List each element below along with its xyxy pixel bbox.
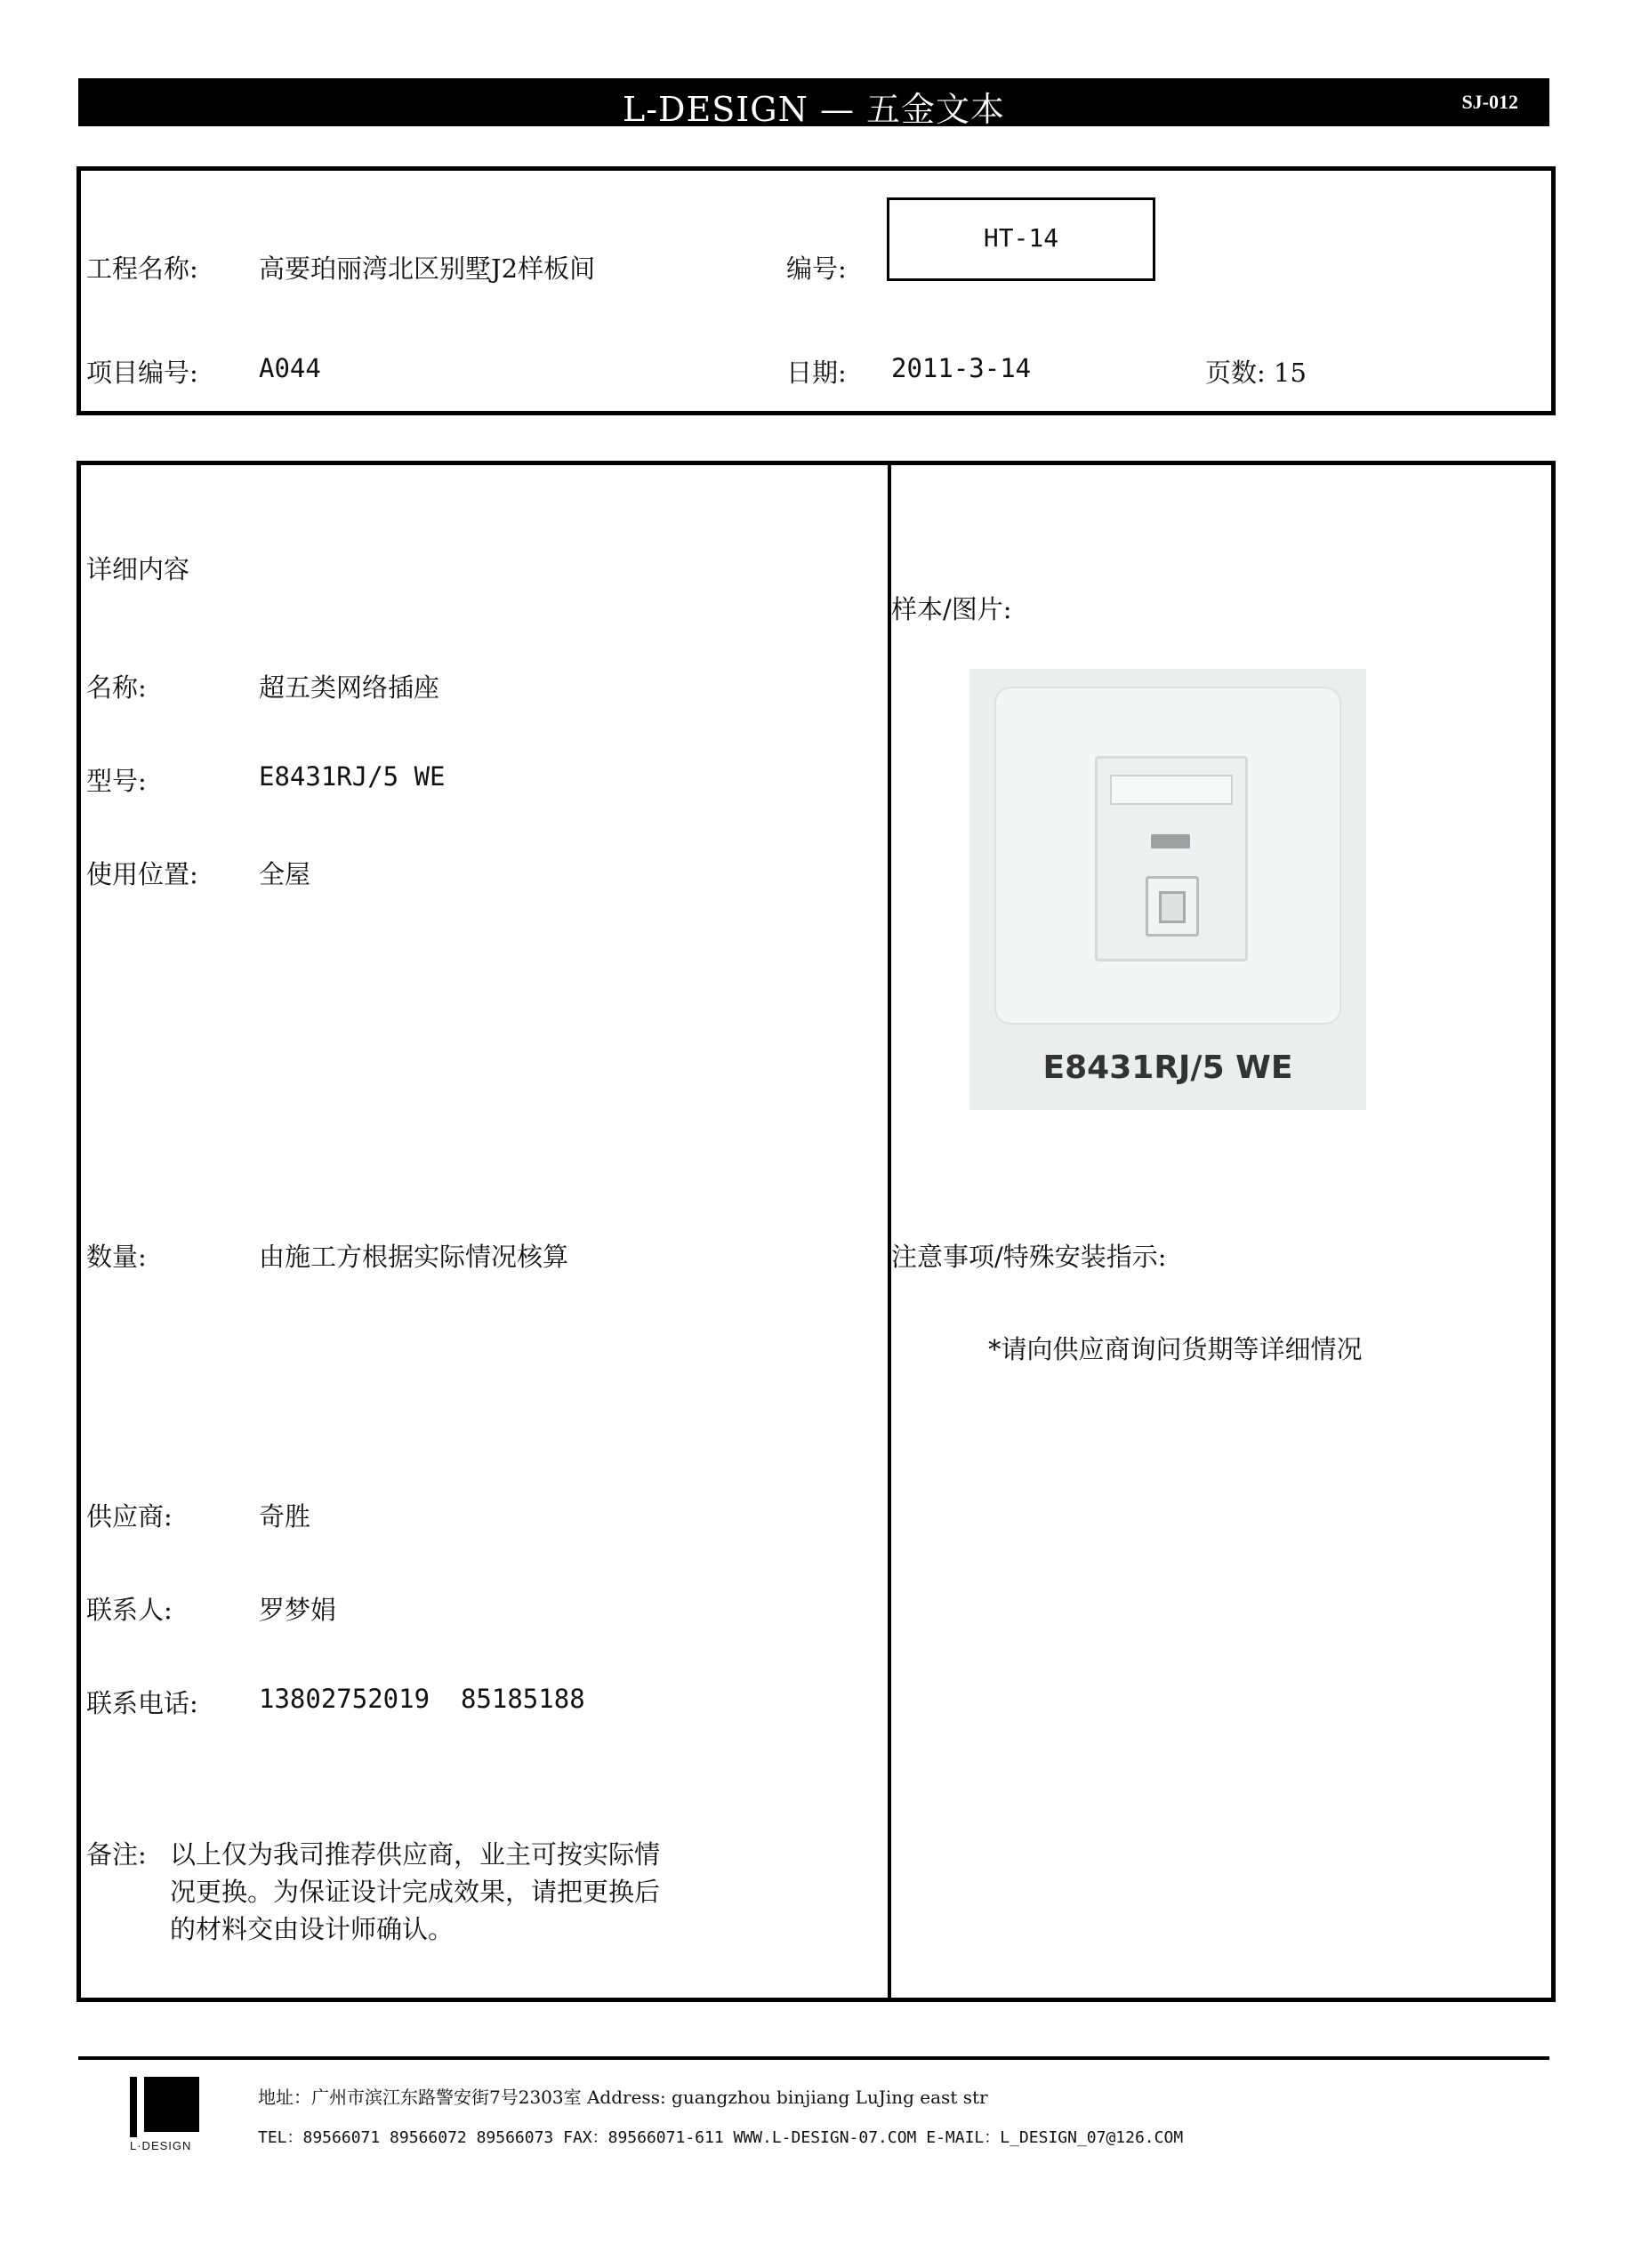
product-image (969, 669, 1366, 1110)
supplier-value: 奇胜 (259, 1501, 311, 1532)
remark-line: 以上仅为我司推荐供应商，业主可按实际情 (170, 1839, 661, 1870)
company-logo (130, 2077, 208, 2151)
label-slot (1110, 775, 1233, 805)
location-value: 全屋 (259, 859, 311, 889)
number-value: HT-14 (983, 223, 1059, 253)
column-divider (888, 465, 891, 1998)
number-label: 编号: (786, 253, 847, 284)
remark-line: 况更换。为保证设计完成效果，请把更换后 (170, 1877, 661, 1907)
header-bar (78, 78, 1549, 129)
project-no: A044 (259, 353, 321, 383)
notes-label: 注意事项/特殊安装指示: (891, 1242, 1167, 1272)
footer-address: 地址：广州市滨江东路警安街7号2303室 Address: guangzhou binjiang LuJing east str (258, 2087, 988, 2108)
location-label: 使用位置: (86, 859, 198, 889)
page-count: 页数: 15 (1205, 358, 1307, 388)
remark-label: 备注: (86, 1839, 147, 1870)
model-label: 型号: (86, 766, 147, 796)
number-box (887, 197, 1155, 281)
indicator (1151, 834, 1190, 848)
rj45-port-inner (1159, 891, 1186, 923)
phone-value: 13802752019 85185188 (259, 1684, 585, 1714)
project-name-label: 工程名称: (86, 253, 198, 284)
date-label: 日期: (786, 358, 847, 388)
remark-line: 的材料交由设计师确认。 (170, 1914, 455, 1944)
date-value: 2011-3-14 (891, 353, 1032, 383)
rj45-port-icon (1146, 876, 1199, 937)
model-value: E8431RJ/5 WE (259, 761, 446, 792)
document-title: L-DESIGN — 五金文本 (622, 90, 1006, 129)
project-no-label: 项目编号: (86, 358, 198, 388)
document-code: SJ-012 (1461, 91, 1518, 113)
footer-divider (78, 2056, 1549, 2060)
sample-label: 样本/图片: (891, 594, 1012, 624)
project-info-box (76, 166, 1556, 415)
logo-text: L·DESIGN (130, 2139, 192, 2152)
details-heading: 详细内容 (86, 554, 190, 584)
name-value: 超五类网络插座 (259, 672, 440, 703)
quantity-value: 由施工方根据实际情况核算 (259, 1242, 569, 1272)
supplier-label: 供应商: (86, 1501, 173, 1532)
product-caption: E8431RJ/5 WE (1042, 1050, 1293, 1086)
quantity-label: 数量: (86, 1242, 147, 1272)
logo-bar (130, 2077, 137, 2137)
footer-contact: TEL：89566071 89566072 89566073 FAX：89566071-611 WWW.L-DESIGN-07.COM E-MAIL：L_DESIGN_07@126.COM (258, 2128, 1184, 2147)
name-label: 名称: (86, 672, 147, 703)
logo-square (144, 2077, 199, 2132)
contact-label: 联系人: (86, 1595, 173, 1625)
socket-plate (994, 687, 1341, 1025)
notes-value: *请向供应商询问货期等详细情况 (988, 1334, 1363, 1364)
phone-label: 联系电话: (86, 1688, 198, 1718)
contact-value: 罗梦娟 (259, 1595, 337, 1625)
socket-module (1095, 756, 1248, 961)
project-name: 高要珀丽湾北区别墅J2样板间 (259, 253, 596, 284)
